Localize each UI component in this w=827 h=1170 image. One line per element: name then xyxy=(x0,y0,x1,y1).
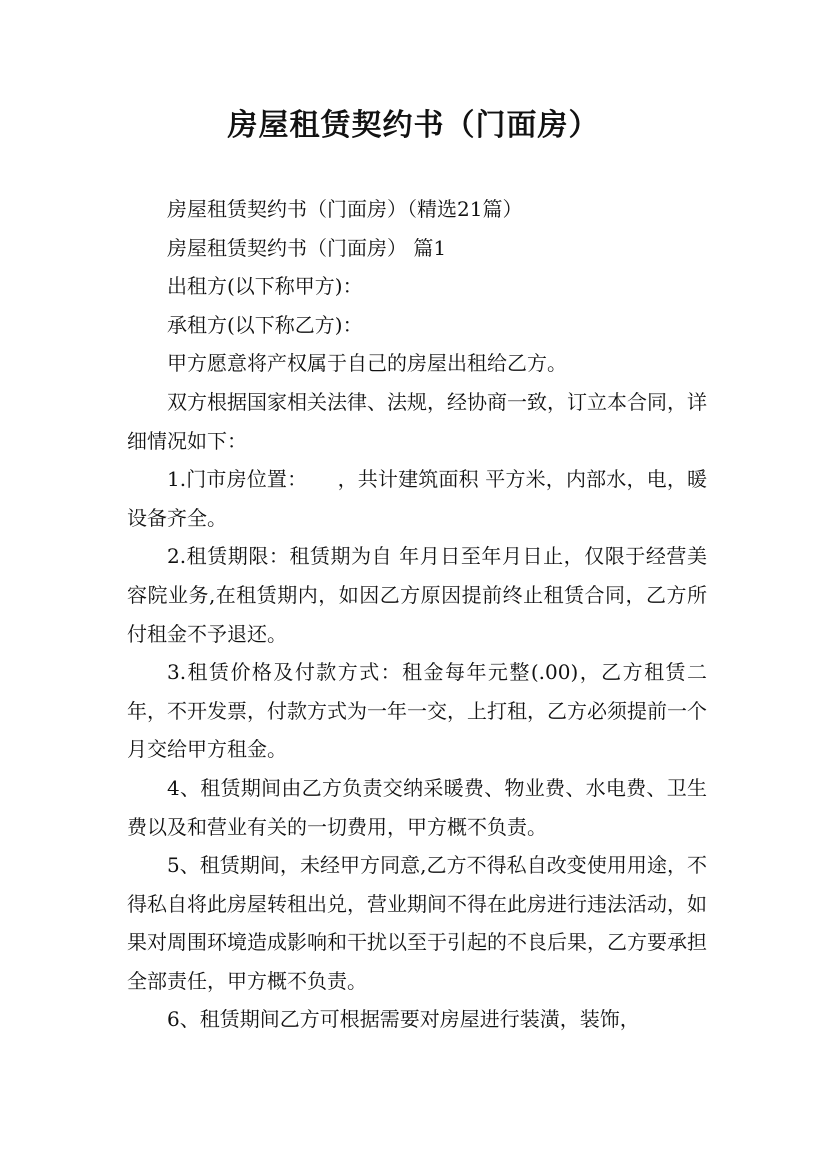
document-body xyxy=(127,190,707,1039)
paragraph-clause-3: 3.租赁价格及付款方式：租金每年元整(.00)，乙方租赁二年，不开发票，付款方式为一年一交，上打租，乙方必须提前一个月交给甲方租金。 xyxy=(127,660,707,762)
document-title: 房屋租赁契约书（门面房） xyxy=(227,108,600,143)
paragraph-clause-2: 2.租赁期限：租赁期为自 年月日至年月日止，仅限于经营美容院业务,在租赁期内，如因乙方原因提前终止租赁合同，乙方所付租金不予退还。 xyxy=(127,544,707,646)
paragraph-clause-1: 1.门市房位置： ，共计建筑面积 平方米，内部水，电，暖设备齐全。 xyxy=(127,467,707,530)
paragraph-lessor: 出租方(以下称甲方)： xyxy=(167,274,363,299)
paragraph-clause-6: 6、租赁期间乙方可根据需要对房屋进行装潢，装饰， xyxy=(167,1007,640,1032)
paragraph-clause-4: 4、租赁期间由乙方负责交纳采暖费、物业费、水电费、卫生费以及和营业有关的一切费用，甲方概不负责。 xyxy=(127,775,707,839)
paragraph-clause-5: 5、租赁期间，未经甲方同意,乙方不得私自改变使用用途，不得私自将此房屋转租出兑，营业期间不得在此房进行违法活动，如果对周围环境造成影响和干扰以至于引起的不良后果，乙方要承担全部责任，甲方概不负责。 xyxy=(127,853,707,993)
paragraph-subtitle: 房屋租赁契约书（门面房）（精选21篇） xyxy=(167,197,523,221)
paragraph-lessee: 承租方(以下称乙方)： xyxy=(167,312,363,337)
paragraph-section-heading: 房屋租赁契约书（门面房） 篇1 xyxy=(167,235,447,260)
paragraph-agreement: 双方根据国家相关法律、法规，经协商一致，订立本合同，详细情况如下： xyxy=(127,389,707,453)
paragraph-intent: 甲方愿意将产权属于自己的房屋出租给乙方。 xyxy=(167,351,567,376)
